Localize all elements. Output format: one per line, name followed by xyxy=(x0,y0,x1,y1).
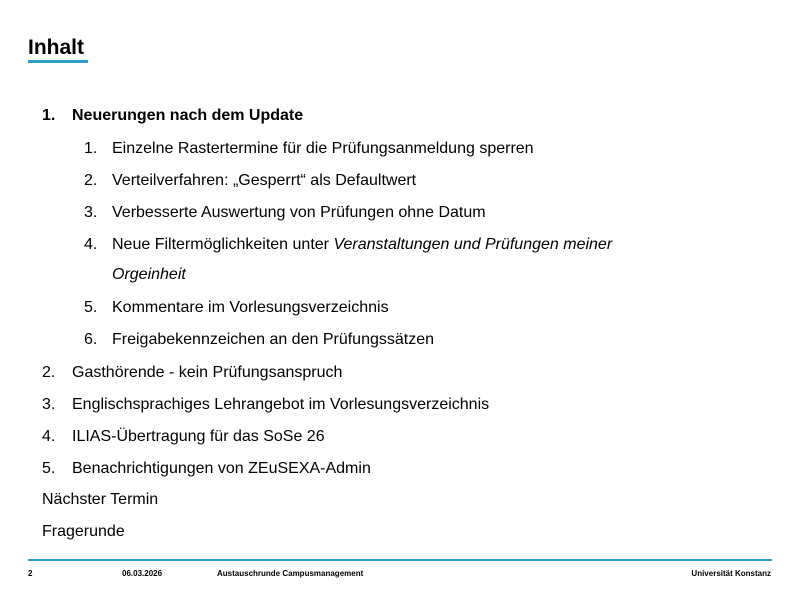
list-item-text xyxy=(72,459,371,479)
list-item-label: Gasthörende - kein Prüfungsanspruch xyxy=(72,364,343,381)
footer-page-number: 2 xyxy=(28,569,33,578)
list-item-text xyxy=(112,171,416,191)
list-item-label: Freigabekennzeichen an den Prüfungssätzen xyxy=(112,331,434,348)
list-item-label: Neue Filtermöglichkeiten unter xyxy=(112,236,334,253)
list-item-number: 6. xyxy=(84,331,98,348)
list-item-text xyxy=(72,106,303,126)
list-item-number: 3. xyxy=(84,204,98,221)
slide-title: Inhalt xyxy=(28,36,84,59)
list-item-text xyxy=(112,265,186,285)
list-item-number: 1. xyxy=(84,140,98,157)
list-item-text xyxy=(112,139,534,159)
list-item-text xyxy=(72,395,489,415)
list-item-text xyxy=(112,330,434,350)
list-item-label: Verbesserte Auswertung von Prüfungen ohne Datum xyxy=(112,204,486,221)
list-item-italic-label: Orgeinheit xyxy=(112,266,186,283)
list-item-text xyxy=(72,363,342,383)
title-underline xyxy=(28,60,88,63)
list-item-number: 5. xyxy=(84,299,98,316)
list-item-label: Nächster Termin xyxy=(42,491,159,508)
footer-divider xyxy=(28,559,772,561)
list-item-text xyxy=(42,522,125,542)
list-item-number: 4. xyxy=(84,236,98,253)
footer-event: Austauschrunde Campusmanagement xyxy=(217,569,364,578)
list-item-label: Neuerungen nach dem Update xyxy=(72,107,304,124)
list-item-label: Benachrichtigungen von ZEuSEXA-Admin xyxy=(72,460,371,477)
list-item-label: ILIAS-Übertragung für das SoSe 26 xyxy=(72,428,325,445)
list-item-label: Fragerunde xyxy=(42,523,125,540)
list-item-number: 4. xyxy=(42,428,56,445)
footer-date: 06.03.2026 xyxy=(122,569,163,578)
list-item-label: Kommentare im Vorlesungsverzeichnis xyxy=(112,299,389,316)
list-item-number: 2. xyxy=(42,364,56,381)
list-item-text xyxy=(112,235,612,255)
list-item-number: 2. xyxy=(84,172,98,189)
list-item-label: Verteilverfahren: „Gesperrt“ als Defaultwert xyxy=(112,172,417,189)
list-item-label: Englischsprachiges Lehrangebot im Vorlesungsverzeichnis xyxy=(72,396,490,413)
list-item-text xyxy=(72,427,325,447)
list-item-number: 5. xyxy=(42,460,56,477)
list-item-text xyxy=(42,490,158,510)
list-item-number: 1. xyxy=(42,107,56,124)
list-item-italic-label: Veranstaltungen und Prüfungen meiner xyxy=(333,236,613,253)
footer-organization: Universität Konstanz xyxy=(691,569,771,578)
list-item-text xyxy=(112,203,486,223)
list-item-label: Einzelne Rastertermine für die Prüfungsanmeldung sperren xyxy=(112,140,534,157)
list-item-text xyxy=(112,298,389,318)
list-item-number: 3. xyxy=(42,396,56,413)
